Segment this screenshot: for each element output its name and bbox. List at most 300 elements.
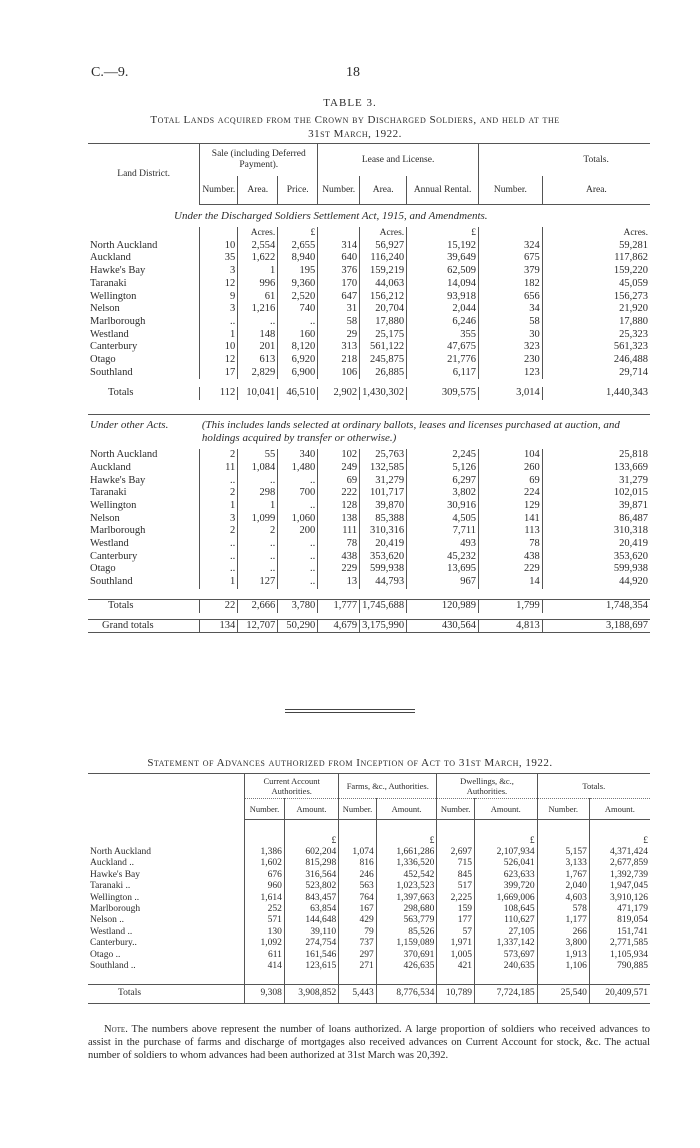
lease-number: 29	[318, 329, 360, 342]
totals-number: 224	[478, 487, 542, 500]
sale-number: 1	[200, 500, 238, 513]
farms-number: 816	[339, 858, 377, 869]
lease-number: 218	[318, 354, 360, 367]
lease-rental: 3,802	[407, 487, 479, 500]
district-name: Otago	[90, 354, 116, 366]
farms-amount: 452,542	[376, 870, 437, 881]
sale-price: ..	[278, 500, 318, 513]
totals-area: 156,273	[542, 291, 650, 304]
district-name: Auckland	[90, 461, 131, 473]
sale-price: 340	[278, 449, 318, 462]
totals-number: 1,913	[537, 950, 589, 961]
col-current-number: Number.	[245, 799, 285, 820]
table-row	[88, 449, 650, 462]
group-current-account: Current Account Authorities.	[245, 774, 339, 799]
table-row	[88, 927, 650, 938]
current-amount: 815,298	[284, 858, 338, 869]
col-totals-area: Area.	[542, 176, 650, 205]
sale-price: 2,655	[278, 240, 318, 253]
totals-area: 59,281	[542, 240, 650, 253]
totals-row	[88, 387, 650, 400]
farms-amount: 8,776,534	[376, 984, 437, 1003]
sale-area: 55	[238, 449, 278, 462]
table-title: TABLE 3.	[323, 97, 377, 109]
sale-price: ..	[278, 538, 318, 551]
col-sale-area: Area.	[238, 176, 278, 205]
totals-area: 44,920	[542, 576, 650, 589]
lease-area: 44,063	[360, 278, 407, 291]
lease-area: 85,388	[360, 513, 407, 526]
totals-area: 1,440,343	[542, 387, 650, 400]
lease-rental: 93,918	[407, 291, 479, 304]
sale-number: 10	[200, 240, 238, 253]
table-row	[88, 316, 650, 329]
district-name: Auckland	[90, 252, 131, 264]
lease-rental: 4,505	[407, 513, 479, 526]
current-amount: 602,204	[284, 847, 338, 858]
totals-number: 1,177	[537, 915, 589, 926]
totals-number: 182	[478, 278, 542, 291]
district-name: Southland ..	[90, 960, 136, 971]
page-number: 18	[346, 65, 360, 80]
table-row	[88, 525, 650, 538]
totals-number: 675	[478, 252, 542, 265]
current-amount: 39,110	[284, 927, 338, 938]
dwellings-amount: 623,633	[474, 870, 537, 881]
unit-acres: Acres.	[360, 227, 407, 240]
current-amount: 3,908,852	[284, 984, 338, 1003]
lease-rental: 6,117	[407, 367, 479, 380]
sale-number: ..	[200, 563, 238, 576]
sale-price: 740	[278, 303, 318, 316]
col-dwellings-amount: Amount.	[474, 799, 537, 820]
dwellings-amount: 108,645	[474, 904, 537, 915]
lease-area: 561,122	[360, 341, 407, 354]
dwellings-number: 715	[437, 858, 475, 869]
group-totals: Totals.	[537, 774, 650, 799]
totals-area: 21,920	[542, 303, 650, 316]
sale-price: 1,060	[278, 513, 318, 526]
sale-area: 996	[238, 278, 278, 291]
current-amount: 316,564	[284, 870, 338, 881]
table-subtitle	[60, 113, 650, 141]
totals-row	[88, 984, 650, 1003]
totals-number: 2,040	[537, 881, 589, 892]
totals-number: 69	[478, 475, 542, 488]
lease-number: 102	[318, 449, 360, 462]
table-row	[88, 341, 650, 354]
dwellings-number: 177	[437, 915, 475, 926]
sale-price: ..	[278, 563, 318, 576]
sale-area: 1,622	[238, 252, 278, 265]
table-header-row	[88, 144, 650, 177]
lease-rental: 309,575	[407, 387, 479, 400]
lease-area: 353,620	[360, 551, 407, 564]
totals-area: 561,323	[542, 341, 650, 354]
totals-area: 25,818	[542, 449, 650, 462]
sale-area: ..	[238, 563, 278, 576]
table-row	[88, 475, 650, 488]
table-row	[88, 500, 650, 513]
sale-price: ..	[278, 551, 318, 564]
district-name: Canterbury	[90, 341, 138, 353]
farms-amount: 1,023,523	[376, 881, 437, 892]
dwellings-number: 2,697	[437, 847, 475, 858]
lease-area: 20,419	[360, 538, 407, 551]
sale-number: 10	[200, 341, 238, 354]
units-row	[88, 227, 650, 240]
sale-area: ..	[238, 538, 278, 551]
current-number: 414	[245, 961, 285, 972]
lease-area: 56,927	[360, 240, 407, 253]
totals-amount: 3,910,126	[589, 893, 650, 904]
farms-amount: 298,680	[376, 904, 437, 915]
totals-amount: 2,771,585	[589, 938, 650, 949]
current-amount: 144,648	[284, 915, 338, 926]
totals-amount: 20,409,571	[589, 984, 650, 1003]
advances-totals	[88, 972, 650, 1003]
current-number: 1,386	[245, 847, 285, 858]
lease-rental: 355	[407, 329, 479, 342]
totals-number: 34	[478, 303, 542, 316]
table-row	[88, 265, 650, 278]
lease-area: 310,316	[360, 525, 407, 538]
farms-number: 737	[339, 938, 377, 949]
lease-number: 58	[318, 316, 360, 329]
col-totals-number: Number.	[478, 176, 542, 205]
totals-number: 260	[478, 462, 542, 475]
sale-price: 200	[278, 525, 318, 538]
sale-area: 12,707	[238, 619, 278, 633]
district-name: Totals	[88, 984, 245, 1003]
current-number: 130	[245, 927, 285, 938]
lease-area: 25,763	[360, 449, 407, 462]
col-lease-area: Area.	[360, 176, 407, 205]
col-land-district: Land District.	[88, 144, 200, 205]
sale-area: 2,829	[238, 367, 278, 380]
totals-area: 353,620	[542, 551, 650, 564]
lease-area: 25,175	[360, 329, 407, 342]
sale-number: ..	[200, 316, 238, 329]
totals-number: 141	[478, 513, 542, 526]
totals-area: 1,748,354	[542, 599, 650, 612]
totals-area: 31,279	[542, 475, 650, 488]
unit-acres: Acres.	[238, 227, 278, 240]
dwellings-number: 845	[437, 870, 475, 881]
table-row	[88, 881, 650, 892]
district-name: Marlborough	[90, 315, 146, 327]
col-lease-rental: Annual Rental.	[407, 176, 479, 205]
lease-rental: 2,044	[407, 303, 479, 316]
totals-number: 3,014	[478, 387, 542, 400]
lease-number: 111	[318, 525, 360, 538]
current-amount: 63,854	[284, 904, 338, 915]
farms-number: 79	[339, 927, 377, 938]
sale-number: ..	[200, 551, 238, 564]
totals-number: 129	[478, 500, 542, 513]
dwellings-amount: 27,105	[474, 927, 537, 938]
sale-number: 17	[200, 367, 238, 380]
dwellings-amount: 1,669,006	[474, 893, 537, 904]
lease-number: 640	[318, 252, 360, 265]
table-row	[88, 904, 650, 915]
table-row	[88, 354, 650, 367]
lease-rental: 13,695	[407, 563, 479, 576]
sale-number: 3	[200, 303, 238, 316]
district-name: Totals	[108, 387, 134, 399]
lease-number: 249	[318, 462, 360, 475]
lease-number: 138	[318, 513, 360, 526]
lease-area: 26,885	[360, 367, 407, 380]
lease-number: 78	[318, 538, 360, 551]
totals-amount: 1,392,739	[589, 870, 650, 881]
lease-rental: 47,675	[407, 341, 479, 354]
totals-number: 3,800	[537, 938, 589, 949]
totals-amount: 1,947,045	[589, 881, 650, 892]
sale-number: 11	[200, 462, 238, 475]
table-row	[88, 915, 650, 926]
lease-number: 314	[318, 240, 360, 253]
group-lease: Lease and License.	[318, 144, 479, 177]
lease-number: 229	[318, 563, 360, 576]
advances-rows	[88, 847, 650, 972]
dwellings-number: 421	[437, 961, 475, 972]
sale-price: 160	[278, 329, 318, 342]
lease-rental: 14,094	[407, 278, 479, 291]
lease-area: 3,175,990	[360, 619, 407, 633]
district-name: Hawke's Bay	[90, 869, 140, 880]
table-row	[88, 303, 650, 316]
totals-amount: 1,105,934	[589, 950, 650, 961]
totals-amount: 790,885	[589, 961, 650, 972]
sale-price: ..	[278, 576, 318, 589]
dwellings-number: 159	[437, 904, 475, 915]
farms-number: 5,443	[339, 984, 377, 1003]
lease-number: 69	[318, 475, 360, 488]
col-totals-number: Number.	[537, 799, 589, 820]
table-row	[88, 961, 650, 972]
dwellings-number: 517	[437, 881, 475, 892]
lease-area: 1,745,688	[360, 599, 407, 612]
totals-area: 20,419	[542, 538, 650, 551]
totals-number: 266	[537, 927, 589, 938]
sale-price: 1,480	[278, 462, 318, 475]
totals-number: 324	[478, 240, 542, 253]
totals-area: 29,714	[542, 367, 650, 380]
table-row	[88, 252, 650, 265]
sale-number: 1	[200, 576, 238, 589]
lease-rental: 6,246	[407, 316, 479, 329]
group-totals: Totals.	[542, 144, 650, 177]
lease-area: 17,880	[360, 316, 407, 329]
table-row	[88, 847, 650, 858]
current-number: 9,308	[245, 984, 285, 1003]
district-name: North Auckland	[90, 239, 158, 251]
table-row	[88, 240, 650, 253]
lease-area: 1,430,302	[360, 387, 407, 400]
totals-number: 1,799	[478, 599, 542, 612]
district-name: Marlborough	[90, 903, 141, 914]
lease-number: 222	[318, 487, 360, 500]
section-1-totals	[88, 379, 650, 400]
totals-amount: 819,054	[589, 915, 650, 926]
lease-number: 1,777	[318, 599, 360, 612]
district-name: Westland ..	[90, 926, 133, 937]
totals-area: 39,871	[542, 500, 650, 513]
totals-number: 1,106	[537, 961, 589, 972]
sale-number: 12	[200, 354, 238, 367]
district-name: Hawke's Bay	[90, 474, 146, 486]
dwellings-number: 57	[437, 927, 475, 938]
lease-number: 376	[318, 265, 360, 278]
sale-price: ..	[278, 316, 318, 329]
lease-number: 170	[318, 278, 360, 291]
lease-area: 101,717	[360, 487, 407, 500]
col-farms-number: Number.	[339, 799, 377, 820]
current-number: 611	[245, 950, 285, 961]
farms-amount: 1,397,663	[376, 893, 437, 904]
sale-number: 3	[200, 265, 238, 278]
farms-number: 429	[339, 915, 377, 926]
col-sale-number: Number.	[200, 176, 238, 205]
group-farms: Farms, &c., Authorities.	[339, 774, 437, 799]
lease-rental: 967	[407, 576, 479, 589]
note-text: The numbers above represent the number of loans authorized. A large proportion of soldiers who received advances to assist in the purchase of farms and discharge of mortgages also received advances on Current Account for stock, &c. The actual number of soldiers to whom advances had been authorized at 31st March was 20,392.	[88, 1024, 650, 1061]
sale-price: 700	[278, 487, 318, 500]
sale-area: 1	[238, 500, 278, 513]
totals-number: 78	[478, 538, 542, 551]
current-amount: 274,754	[284, 938, 338, 949]
farms-amount: 1,661,286	[376, 847, 437, 858]
table-row	[88, 893, 650, 904]
sale-number: 35	[200, 252, 238, 265]
lease-number: 313	[318, 341, 360, 354]
advances-table	[88, 773, 650, 1004]
lands-table	[88, 143, 650, 633]
dwellings-amount: 110,627	[474, 915, 537, 926]
sale-area: 1	[238, 265, 278, 278]
farms-number: 271	[339, 961, 377, 972]
district-name: Nelson ..	[90, 915, 125, 926]
dwellings-number: 1,005	[437, 950, 475, 961]
totals-number: 230	[478, 354, 542, 367]
totals-number: 113	[478, 525, 542, 538]
district-name: North Auckland	[90, 846, 151, 857]
dwellings-amount: 526,041	[474, 858, 537, 869]
sale-area: 61	[238, 291, 278, 304]
sale-price: 2,520	[278, 291, 318, 304]
lease-area: 116,240	[360, 252, 407, 265]
farms-amount: 426,635	[376, 961, 437, 972]
table-row	[88, 538, 650, 551]
lease-rental: 493	[407, 538, 479, 551]
unit-pound: £	[284, 836, 338, 847]
lease-area: 39,870	[360, 500, 407, 513]
totals-amount: 471,179	[589, 904, 650, 915]
lease-rental: 21,776	[407, 354, 479, 367]
table-row	[88, 278, 650, 291]
sale-area: 127	[238, 576, 278, 589]
district-name: Taranaki	[90, 277, 127, 289]
farms-number: 764	[339, 893, 377, 904]
sale-area: ..	[238, 316, 278, 329]
totals-area: 25,323	[542, 329, 650, 342]
totals-area: 17,880	[542, 316, 650, 329]
sale-number: 1	[200, 329, 238, 342]
dwellings-amount: 2,107,934	[474, 847, 537, 858]
sale-price: 8,940	[278, 252, 318, 265]
totals-row	[88, 599, 650, 612]
table-row	[88, 576, 650, 589]
current-amount: 161,546	[284, 950, 338, 961]
table-row	[88, 938, 650, 949]
district-name: Taranaki ..	[90, 881, 131, 892]
district-name: Southland	[90, 576, 133, 588]
totals-number: 4,603	[537, 893, 589, 904]
sale-price: 46,510	[278, 387, 318, 400]
farms-amount: 85,526	[376, 927, 437, 938]
table-row	[88, 462, 650, 475]
table-row	[88, 870, 650, 881]
lease-area: 31,279	[360, 475, 407, 488]
sale-area: 1,216	[238, 303, 278, 316]
sale-area: 2,554	[238, 240, 278, 253]
totals-area: 45,059	[542, 278, 650, 291]
advances-title: Statement of Advances authorized from Inception of Act to 31st March, 1922.	[147, 757, 553, 769]
unit-acres: Acres.	[542, 227, 650, 240]
totals-amount: 2,677,859	[589, 858, 650, 869]
district-name: Southland	[90, 366, 133, 378]
lease-area: 44,793	[360, 576, 407, 589]
district-name: Auckland ..	[90, 858, 135, 869]
totals-amount: 4,371,424	[589, 847, 650, 858]
dwellings-amount: 573,697	[474, 950, 537, 961]
totals-area: 159,220	[542, 265, 650, 278]
sale-price: 6,920	[278, 354, 318, 367]
district-name: Grand totals	[88, 619, 200, 633]
sale-number: 22	[200, 599, 238, 612]
district-name: Westland	[90, 328, 129, 340]
district-name: Totals	[88, 599, 200, 612]
dwellings-amount: 1,337,142	[474, 938, 537, 949]
lease-number: 438	[318, 551, 360, 564]
current-number: 1,602	[245, 858, 285, 869]
table-row	[88, 367, 650, 380]
dwellings-number: 10,789	[437, 984, 475, 1003]
farms-number: 246	[339, 870, 377, 881]
lease-rental: 7,711	[407, 525, 479, 538]
sale-number: 112	[200, 387, 238, 400]
district-name: Wellington ..	[90, 892, 140, 903]
totals-area: 117,862	[542, 252, 650, 265]
dwellings-number: 1,971	[437, 938, 475, 949]
sale-number: 3	[200, 513, 238, 526]
col-totals-amount: Amount.	[589, 799, 650, 820]
sale-price: 9,360	[278, 278, 318, 291]
lease-rental: 15,192	[407, 240, 479, 253]
farms-amount: 1,159,089	[376, 938, 437, 949]
sale-area: 2,666	[238, 599, 278, 612]
table-row	[88, 551, 650, 564]
lease-rental: 62,509	[407, 265, 479, 278]
lease-number: 13	[318, 576, 360, 589]
lease-number: 106	[318, 367, 360, 380]
farms-number: 297	[339, 950, 377, 961]
totals-number: 379	[478, 265, 542, 278]
totals-number: 30	[478, 329, 542, 342]
dwellings-number: 2,225	[437, 893, 475, 904]
district-name: Wellington	[90, 499, 137, 511]
